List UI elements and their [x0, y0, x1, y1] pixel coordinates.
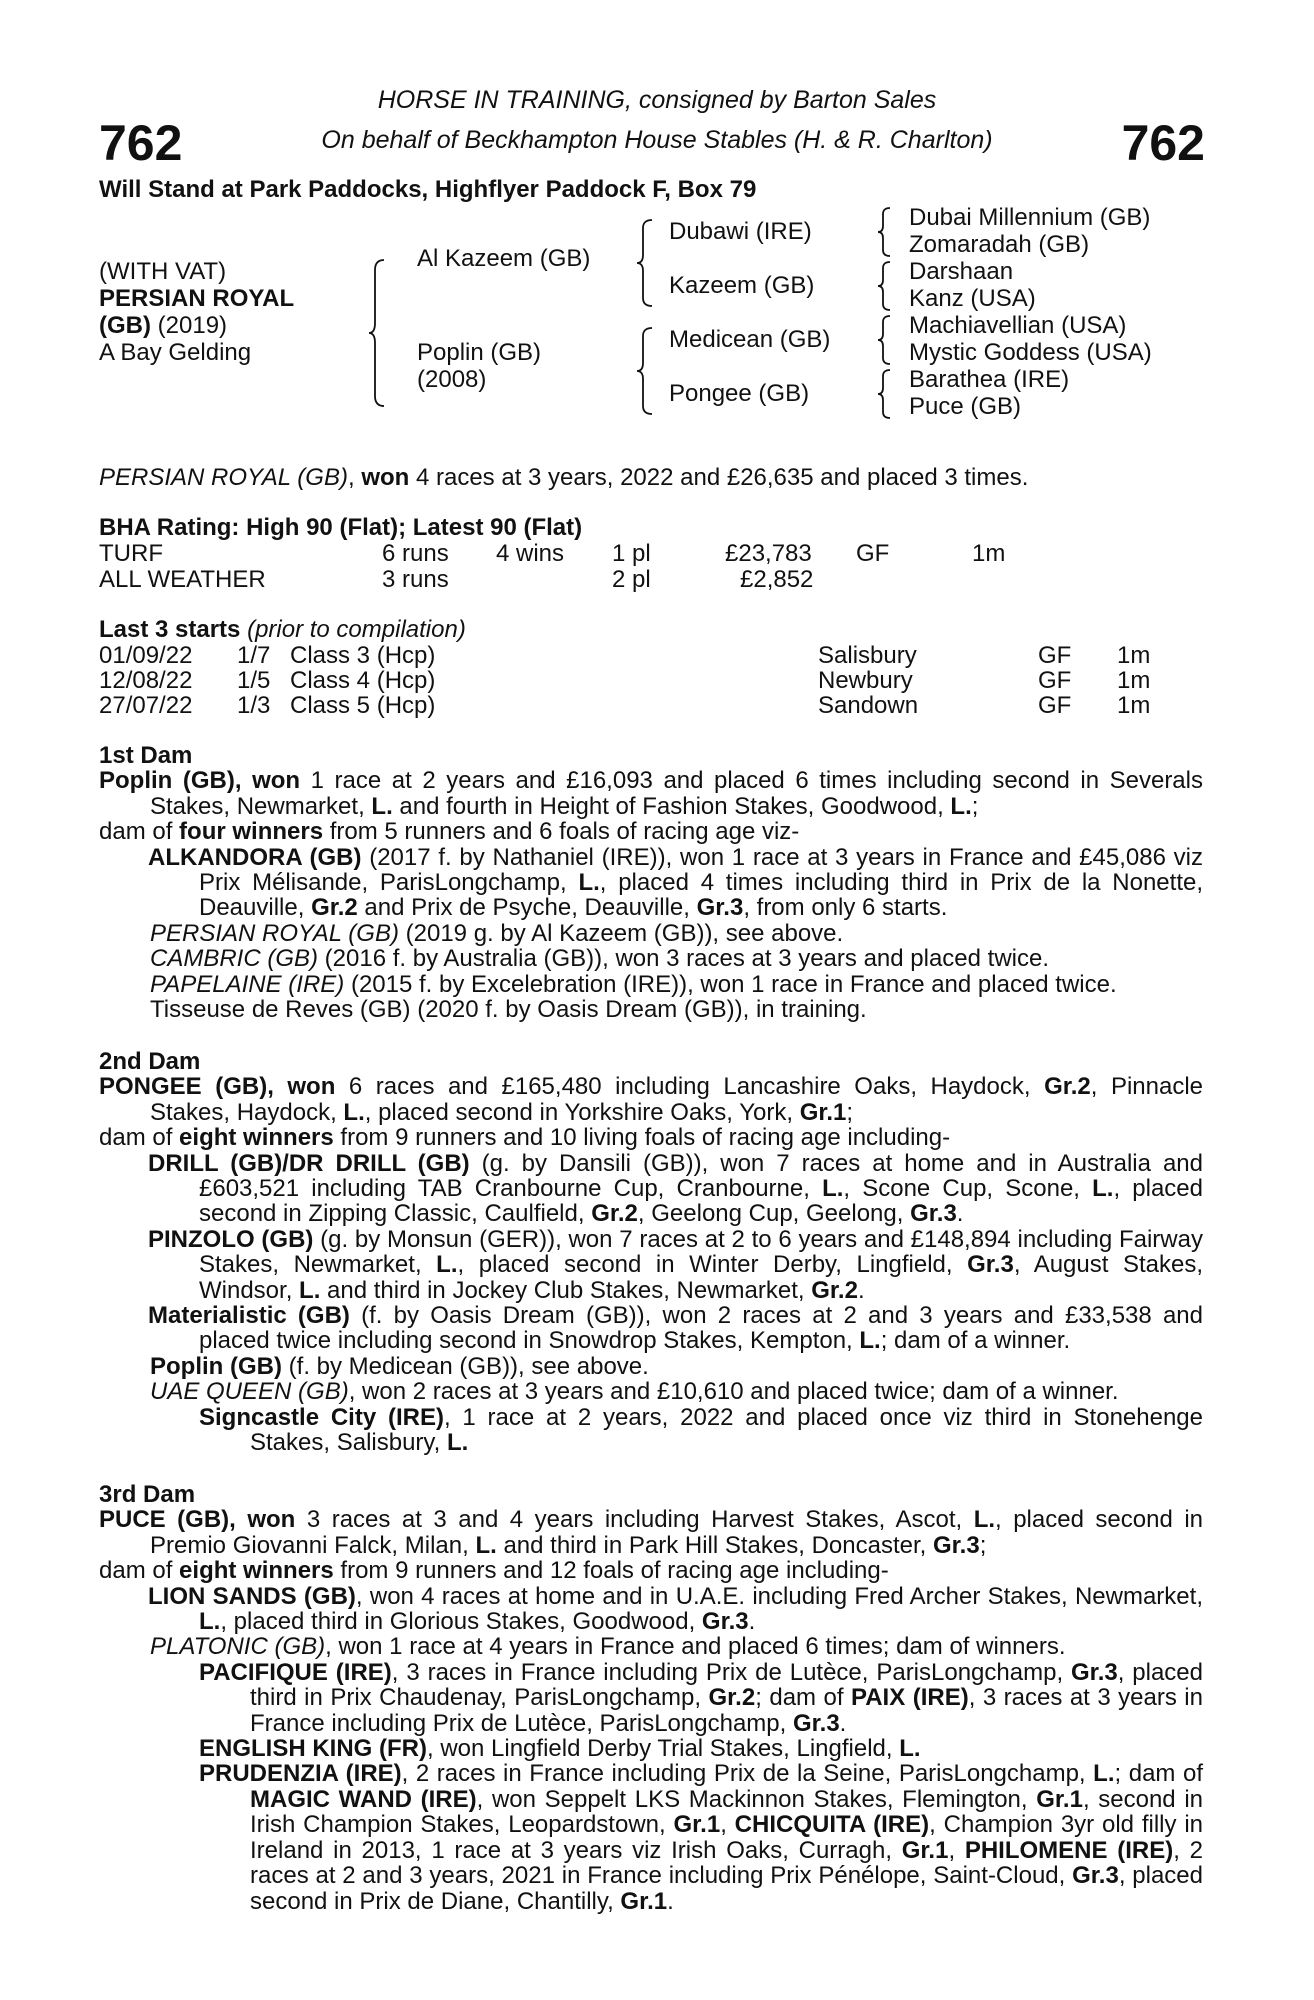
horse-country: (GB) — [99, 312, 151, 339]
third-dam-record: PUCE (GB), won 3 races at 3 and 4 years including Harvest Stakes, Ascot, L., placed second in Premio Giovanni Falck, Milan, L. and third in Park Hill Stakes, Doncaster, Gr.3; — [99, 1506, 1204, 1559]
start-going: GF — [1038, 642, 1072, 669]
pedigree-g1: Dubai Millennium (GB) — [909, 204, 1151, 231]
progeny-uae-queen: UAE QUEEN (GB), won 2 races at 3 years and £10,610 and placed twice; dam of a winner. — [150, 1378, 1119, 1406]
last-starts-title: Last 3 starts — [99, 616, 241, 643]
brace-sire-parents — [640, 218, 654, 308]
progeny-pacifique: PACIFIQUE (IRE), 3 races in France including Prix de Lutèce, ParisLongchamp, Gr.3, placed third in Prix Chaudenay, ParisLongchamp, Gr.2; dam of PAIX (IRE), 3 races at 3 years in France including Prix de Lutèce, ParisLongchamp, Gr.3. — [199, 1658, 1203, 1737]
consignor-line: HORSE IN TRAINING, consigned by Barton Sales — [377, 86, 937, 114]
progeny-materialistic: Materialistic (GB) (f. by Oasis Dream (GB)), won 2 races at 2 and 3 years and £33,538 and placed twice including second in Snowdrop Stakes, Kempton, L.; dam of a winner. — [148, 1302, 1203, 1355]
horse-name: PERSIAN ROYAL — [99, 285, 295, 312]
start-date: 01/09/22 — [99, 642, 193, 669]
start-class: Class 5 (Hcp) — [290, 692, 436, 719]
third-dam-produce: dam of eight winners from 9 runners and 12 foals of racing age including- — [99, 1557, 889, 1585]
second-dam-title: 2nd Dam — [99, 1048, 201, 1075]
brace-dam-parents — [640, 326, 654, 416]
pedigree-g8: Puce (GB) — [909, 393, 1022, 420]
pedigree-dam-dam: Pongee (GB) — [669, 380, 810, 407]
rating-distance: 1m — [972, 540, 1006, 567]
pedigree-dam: Poplin (GB) — [417, 339, 542, 366]
last-starts-subtitle: (prior to compilation) — [240, 616, 466, 643]
first-dam-section — [99, 743, 1203, 1022]
start-course: Sandown — [818, 692, 919, 719]
start-date: 12/08/22 — [99, 667, 193, 694]
start-going: GF — [1038, 667, 1072, 694]
start-position: 1/3 — [237, 692, 271, 719]
rating-prize: £2,852 — [740, 566, 814, 593]
rating-title: BHA Rating: High 90 (Flat); Latest 90 (Flat) — [99, 514, 583, 541]
start-position: 1/5 — [237, 667, 271, 694]
start-going: GF — [1038, 692, 1072, 719]
progeny-tisseuse: Tisseuse de Reves (GB) (2020 f. by Oasis Dream (GB)), in training. — [150, 996, 867, 1024]
start-class: Class 3 (Hcp) — [290, 642, 436, 669]
progeny-platonic: PLATONIC (GB), won 1 race at 4 years in France and placed 6 times; dam of winners. — [150, 1633, 1066, 1661]
second-dam-produce: dam of eight winners from 9 runners and 10 living foals of racing age including- — [99, 1124, 951, 1152]
pedigree-sire-sire: Dubawi (IRE) — [669, 218, 812, 245]
pedigree-g4: Kanz (USA) — [909, 285, 1036, 312]
progeny-drill: DRILL (GB)/DR DRILL (GB) (g. by Dansili (GB)), won 7 races at home and in Australia and £603,521 including TAB Cranbourne Cup, Cranbourne, L., Scone Cup, Scone, L., placed second in Zipping Classic, Caulfield, Gr.2, Geelong Cup, Geelong, Gr.3. — [148, 1149, 1203, 1228]
rating-prize: £23,783 — [725, 540, 812, 567]
progeny-lion-sands: LION SANDS (GB), won 4 races at home and in U.A.E. including Fred Archer Stakes, Newmarket, L., placed third in Glorious Stakes, Goodwood, Gr.3. — [148, 1582, 1203, 1636]
start-distance: 1m — [1117, 692, 1151, 719]
first-dam-produce: dam of four winners from 5 runners and 6 foals of racing age viz- — [99, 818, 800, 846]
rating-places: 1 pl — [612, 540, 651, 567]
pedigree-dam-sire: Medicean (GB) — [669, 326, 831, 353]
rating-places: 2 pl — [612, 566, 651, 593]
summary-won: won — [361, 464, 410, 491]
rating-runs: 6 runs — [382, 540, 449, 567]
rating-going: GF — [856, 540, 890, 567]
third-dam-section — [99, 1482, 1203, 1914]
horse-origin-line — [99, 312, 227, 339]
lot-number-left: 762 — [99, 115, 183, 171]
pedigree-g5: Machiavellian (USA) — [909, 312, 1127, 339]
progeny-signcastle-city: Signcastle City (IRE), 1 race at 2 years, 2022 and placed once viz third in Stonehenge Stakes, Salisbury, L. — [199, 1403, 1204, 1457]
start-class: Class 4 (Hcp) — [290, 667, 436, 694]
progeny-english-king: ENGLISH KING (FR), won Lingfield Derby Trial Stakes, Lingfield, L. — [199, 1735, 921, 1763]
summary-name: PERSIAN ROYAL (GB) — [99, 464, 348, 491]
pedigree-g2: Zomaradah (GB) — [909, 231, 1090, 258]
last-starts-heading — [99, 617, 466, 642]
start-position: 1/7 — [237, 642, 271, 669]
first-dam-record: Poplin (GB), won 1 race at 2 years and £16,093 and placed 6 times including second in Severals Stakes, Newmarket, L. and fourth in Height of Fashion Stakes, Goodwood, L.; — [99, 767, 1203, 820]
brace-parents — [372, 258, 386, 408]
on-behalf-line: On behalf of Beckhampton House Stables (H. & R. Charlton) — [321, 126, 993, 154]
brace-g2 — [880, 260, 892, 312]
start-course: Salisbury — [818, 642, 917, 669]
rating-surface: ALL WEATHER — [99, 566, 266, 593]
pedigree-g3: Darshaan — [909, 258, 1014, 285]
start-course: Newbury — [818, 667, 913, 694]
rating-surface: TURF — [99, 540, 163, 567]
vat-note: (WITH VAT) — [99, 258, 227, 285]
pedigree-sire-dam: Kazeem (GB) — [669, 272, 815, 299]
second-dam-record: PONGEE (GB), won 6 races and £165,480 including Lancashire Oaks, Haydock, Gr.2, Pinnacle Stakes, Haydock, L., placed second in Yorkshire Oaks, York, Gr.1; — [99, 1073, 1204, 1126]
third-dam-title: 3rd Dam — [99, 1481, 196, 1508]
pedigree-sire: Al Kazeem (GB) — [417, 245, 591, 272]
rating-runs: 3 runs — [382, 566, 449, 593]
progeny-persian-royal: PERSIAN ROYAL (GB) (2019 g. by Al Kazeem (GB)), see above. — [150, 919, 844, 947]
first-dam-title: 1st Dam — [99, 742, 193, 769]
progeny-cambric: CAMBRIC (GB) (2016 f. by Australia (GB)), won 3 races at 3 years and placed twice. — [150, 945, 1050, 973]
brace-g1 — [880, 206, 892, 258]
progeny-prudenzia: PRUDENZIA (IRE), 2 races in France including Prix de la Seine, ParisLongchamp, L.; dam of MAGIC WAND (IRE), won Seppelt LKS Mackinnon Stakes, Flemington, Gr.1, second in Irish Champion Stakes, Leopardstown, Gr.1, CHICQUITA (IRE), Champion 3yr old filly in Ireland in 2013, 1 race at 3 years viz Irish Oaks, Curragh, Gr.1, PHILOMENE (IRE), 2 races at 2 and 3 years, 2021 in France including Prix Pénélope, Saint-Cloud, Gr.3, placed second in Prix de Diane, Chantilly, Gr.1. — [199, 1760, 1204, 1915]
horse-description: A Bay Gelding — [99, 339, 252, 366]
pedigree-g7: Barathea (IRE) — [909, 366, 1070, 393]
pedigree-g6: Mystic Goddess (USA) — [909, 339, 1152, 366]
race-summary: PERSIAN ROYAL (GB), won 4 races at 3 years, 2022 and £26,635 and placed 3 times. — [99, 464, 1029, 491]
start-distance: 1m — [1117, 642, 1151, 669]
brace-g4 — [880, 368, 892, 420]
horse-year: (2019) — [150, 312, 228, 339]
progeny-papelaine: PAPELAINE (IRE) (2015 f. by Excelebration (IRE)), won 1 race in France and placed twice. — [150, 970, 1117, 998]
pedigree-dam-year: (2008) — [417, 366, 487, 393]
second-dam-section — [99, 1049, 1203, 1456]
lot-number-right: 762 — [1121, 115, 1205, 171]
brace-g3 — [880, 314, 892, 366]
stand-location: Will Stand at Park Paddocks, Highflyer Paddock F, Box 79 — [99, 176, 757, 203]
rating-wins: 4 wins — [496, 540, 565, 567]
progeny-poplin: Poplin (GB) (f. by Medicean (GB)), see above. — [150, 1352, 649, 1380]
progeny-alkandora: ALKANDORA (GB) (2017 f. by Nathaniel (IRE)), won 1 race at 3 years in France and £45,086 viz Prix Mélisande, ParisLongchamp, L., placed 4 times including third in Prix de la Nonette, Deauville, Gr.2 and Prix de Psyche, Deauville, Gr.3, from only 6 starts. — [148, 843, 1203, 922]
progeny-pinzolo: PINZOLO (GB) (g. by Monsun (GER)), won 7 races at 2 to 6 years and £148,894 including Fairway Stakes, Newmarket, L., placed second in Winter Derby, Lingfield, Gr.3, August Stakes, Windsor, L. and third in Jockey Club Stakes, Newmarket, Gr.2. — [148, 1225, 1204, 1304]
start-distance: 1m — [1117, 667, 1151, 694]
start-date: 27/07/22 — [99, 692, 193, 719]
summary-text: 4 races at 3 years, 2022 and £26,635 and placed 3 times. — [409, 464, 1029, 491]
